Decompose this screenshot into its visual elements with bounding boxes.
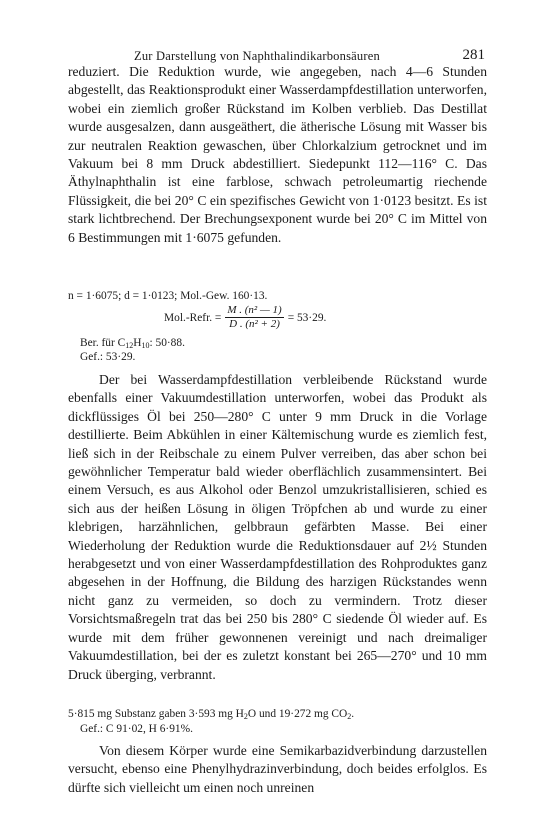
analysis-sub: 2 (243, 712, 248, 721)
constants-line: n = 1·6075; d = 1·0123; Mol.-Gew. 160·13. (68, 290, 268, 302)
formula-fraction (225, 304, 283, 331)
page-number: 281 (462, 47, 485, 63)
paragraph-residue (68, 371, 487, 684)
calc-sub-carbon: 12 (125, 341, 134, 350)
paragraph-text: Der bei Wasserdampfdestillation verbleibende Rückstand wurde ebenfalls einer Vakuumdestillation unterworfen, wobei das Produkt als dickflüssiges Öl bei 250—280° C unter 9 mm Druck in die Vorlage destillierte. Beim Abkühlen in einer Kältemischung wurde es ziemlich fest, ließ sich in der Reibschale zu einem Pulver verreiben, das aber schon bei gewöhnlicher Temperatur bald wieder oberflächlich zusammensintert. Bei einem Versuch, es aus Alkohol oder Benzol umzukristallisieren, schied es sich aus der heißen Lösung in öligen Tröpfchen ab und wurde zu einer klebrigen, harzähnlichen, gelbbraun gefärbten Masse. Bei einer Wiederholung der Reduktion wurde die Reduktionsdauer auf 2½ Stunden herabgesetzt und von einer Wasserdampfdestillation des Rohproduktes ganz abgesehen in der Hoffnung, die Bildung des harzigen Rückstandes wenn nicht ganz zu vermeiden, so doch zu vermindern. Trotz dieser Vorsichtsmaßregeln trat das bei 250 bis 280° C siedende Öl wieder auf. Es wurde mit dem früher gewonnenen vereinigt und nach dreimaliger Vakuumdestillation, bei der es zuletzt konstant bei 265—270° und 10 mm Druck überging, verbrannt. (68, 372, 487, 682)
formula-denominator: D . (n² + 2) (229, 318, 280, 330)
formula-numerator: M . (n² — 1) (227, 304, 282, 316)
calc-prefix: Ber. für C (80, 337, 126, 349)
paragraph-text: reduziert. Die Reduktion wurde, wie angegeben, nach 4—6 Stunden abgestellt, das Reaktionsprodukt einer Wasserdampfdestillation unterworfen, wobei ein ziemlich großer Rückstand im Kolben verblieb. Das Destillat wurde ausgesalzen, dann ausgeäthert, die ätherische Lösung mit Wasser bis zur neutralen Reaktion gewaschen, über Chlorkalzium getrocknet und im Vakuum bei 8 mm Druck abdestilliert. Siedepunkt 112—116° C. Das Äthylnaphthalin ist eine farblose, schwach petroleumartig riechende Flüssigkeit, die bei 20° C ein spezifisches Gewicht von 1·0123 besitzt. Es ist stark lichtbrechend. Der Brechungsexponent wurde bei 20° C im Mittel von 6 Bestimmungen mit 1·6075 gefunden. (68, 64, 487, 245)
analysis-found: Gef.: C 91·02, H 6·91%. (80, 723, 193, 735)
paragraph-text: Von diesem Körper wurde eine Semikarbazidverbindung darzustellen versucht, ebenso eine Phenylhydrazinverbindung, doch beides erfolglos. Es dürfte sich vielleicht um einen noch unreinen (68, 743, 487, 795)
formula-lhs: Mol.-Refr. = (164, 311, 222, 324)
running-title: Zur Darstellung von Naphthalindikarbonsäuren (134, 49, 380, 63)
paragraph-derivatives (68, 742, 487, 797)
calc-hydrogen: H (133, 337, 142, 349)
analysis-text: . (351, 708, 355, 720)
molar-refraction-formula (164, 304, 326, 331)
calc-sub-hydrogen: 10 (141, 341, 150, 350)
analysis-sub: 2 (347, 712, 352, 721)
analysis-text: O und 19·272 mg CO (247, 708, 348, 720)
analysis-text: 5·815 mg Substanz gaben 3·593 mg H (68, 708, 244, 720)
found-value: Gef.: 53·29. (80, 351, 136, 363)
formula-result: = 53·29. (287, 311, 327, 324)
paragraph-reduction (68, 63, 487, 247)
calc-value: : 50·88. (149, 337, 185, 349)
